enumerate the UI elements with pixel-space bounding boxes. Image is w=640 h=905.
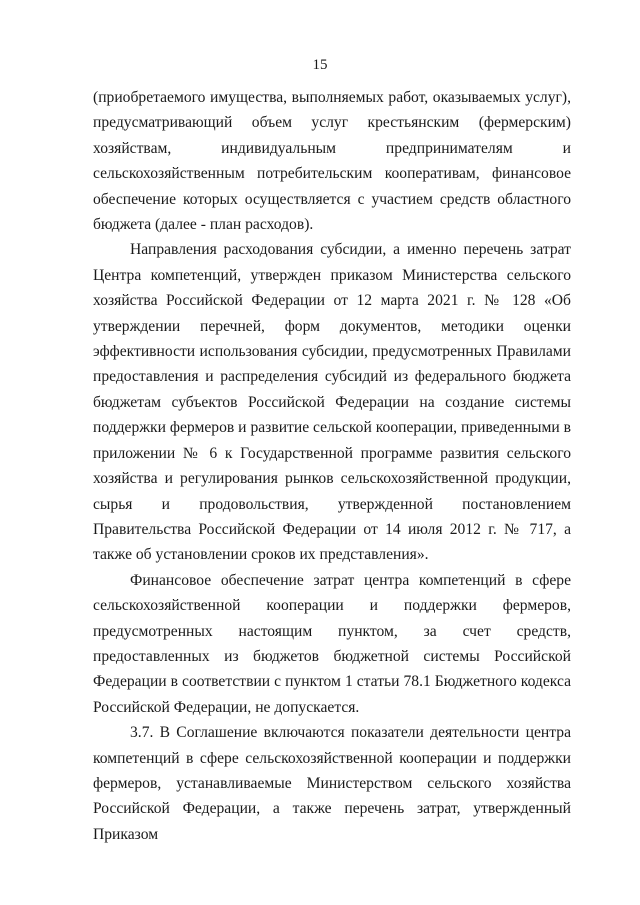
page-number: 15	[312, 57, 328, 73]
paragraph-subsidy-directions: Направления расходования субсидии, а именно перечень затрат Центра компетенций, утвержден приказом Министерства сельского хозяйства Российской Федерации от 12 марта 2021 г. № 128 «Об утверждении перечней, форм документов, методики оценки эффективности использования субсидии, предусмотренных Правилами предоставления и распределения субсидий из федерального бюджета бюджетам субъектов Российской Федерации на создание системы поддержки фермеров и развитие сельской кооперации, приведенными в приложении № 6 к Государственной программе развития сельского хозяйства и регулирования рынков сельскохозяйственной продукции, сырья и продовольствия, утвержденной постановлением Правительства Российской Федерации от 14 июля 2012 г. № 717, а также об установлении сроков их представления».	[93, 241, 571, 564]
paragraph-section-3-7: 3.7. В Соглашение включаются показатели деятельности центра компетенций в сфере сельскохозяйственной кооперации и поддержки фермеров, устанавливаемые Министерством сельского хозяйства Российской Федерации, а также перечень затрат, утвержденный Приказом	[93, 724, 571, 843]
document-body	[93, 85, 571, 847]
paragraph-plan-expenses: (приобретаемого имущества, выполняемых работ, оказываемых услуг), предусматривающий объем услуг крестьянским (фермерским) хозяйствам, индивидуальным предпринимателям и сельскохозяйственным потребительским кооперативам, финансовое обеспечение которых осуществляется с участием средств областного бюджета (далее - план расходов).	[93, 89, 571, 234]
paragraph-financing-prohibition: Финансовое обеспечение затрат центра компетенций в сфере сельскохозяйственной кооперации и поддержки фермеров, предусмотренных настоящим пунктом, за счет средств, предоставленных из бюджетов бюджетной системы Российской Федерации в соответствии с пунктом 1 статьи 78.1 Бюджетного кодекса Российской Федерации, не допускается.	[93, 571, 571, 716]
